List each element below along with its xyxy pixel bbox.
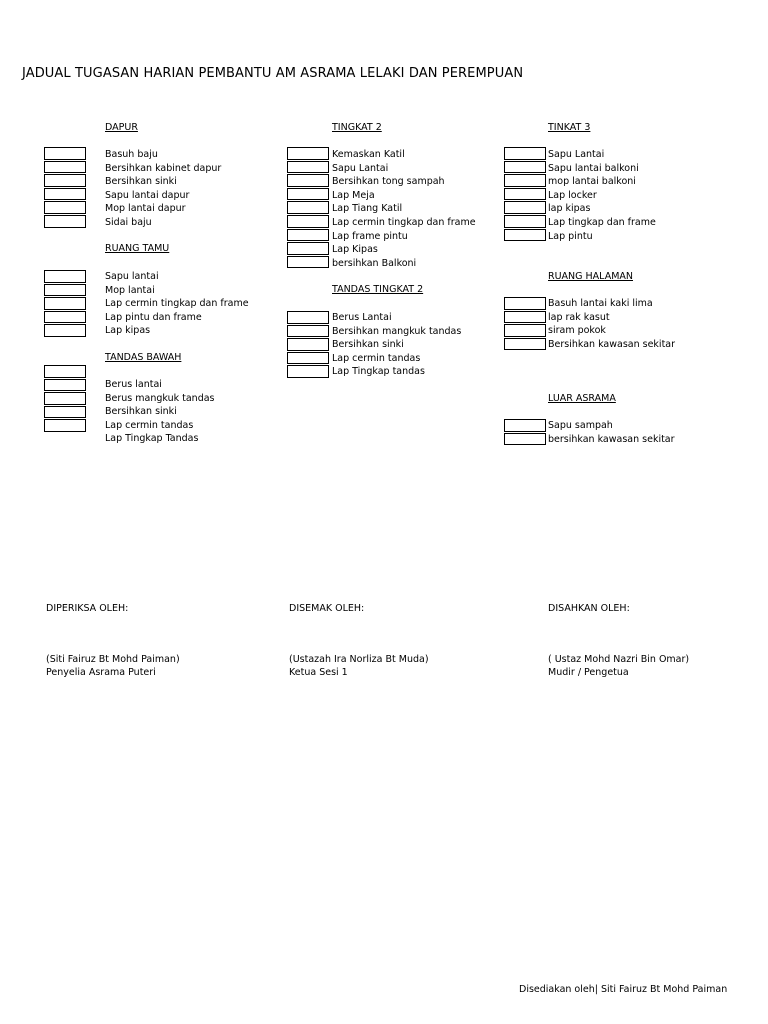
task-checkbox[interactable] [287, 147, 329, 160]
task-item: Bersihkan tong sampah [332, 176, 445, 188]
task-checkbox[interactable] [504, 433, 546, 446]
task-item: Lap cermin tingkap dan frame [332, 217, 476, 228]
task-item: Sidai baju [105, 217, 152, 228]
task-checkbox[interactable] [287, 215, 329, 228]
task-item: Bersihkan sinki [105, 176, 177, 188]
task-item: Sapu lantai [105, 271, 159, 282]
task-checkbox[interactable] [44, 215, 86, 228]
task-checkbox[interactable] [504, 324, 546, 337]
signature-label-approved: DISAHKAN OLEH: [548, 603, 630, 614]
task-checkbox[interactable] [287, 161, 329, 174]
task-checkbox[interactable] [287, 201, 329, 214]
tandas-tingkat-2-header: TANDAS TINGKAT 2 [332, 284, 424, 295]
task-item: lap rak kasut [548, 311, 610, 323]
task-item: Bersihkan kabinet dapur [105, 162, 222, 174]
task-item: Sapu sampah [548, 420, 613, 431]
task-item: Lap pintu dan frame [105, 311, 202, 323]
task-checkbox[interactable] [287, 188, 329, 201]
tingkat-2-header: TINGKAT 2 [332, 122, 382, 133]
task-item: lap kipas [548, 203, 591, 215]
task-item: bersihkan Balkoni [332, 257, 417, 269]
task-checkbox[interactable] [44, 270, 86, 283]
task-checkbox[interactable] [287, 338, 329, 351]
task-item: siram pokok [548, 325, 606, 337]
task-item: Lap cermin tingkap dan frame [105, 298, 249, 310]
signature-role-reviewed: Ketua Sesi 1 [289, 667, 348, 678]
task-checkbox[interactable] [504, 174, 546, 187]
task-checkbox[interactable] [44, 419, 86, 432]
task-checkbox[interactable] [287, 352, 329, 365]
page-title: JADUAL TUGASAN HARIAN PEMBANTU AM ASRAMA LELAKI DAN PEREMPUAN [22, 66, 524, 81]
task-item: Lap Tingkap tandas [332, 366, 425, 378]
task-checkbox[interactable] [287, 229, 329, 242]
task-checkbox[interactable] [44, 392, 86, 405]
ruang-halaman-header: RUANG HALAMAN [548, 271, 633, 282]
signature-name-checked: (Siti Fairuz Bt Mohd Paiman) [46, 654, 180, 665]
task-checkbox[interactable] [44, 174, 86, 187]
task-item: Lap kipas [105, 325, 151, 337]
task-item: bersihkan kawasan sekitar [548, 433, 675, 445]
task-checkbox[interactable] [44, 365, 86, 378]
task-item: Lap tingkap dan frame [548, 217, 656, 228]
task-checkbox[interactable] [44, 324, 86, 337]
signature-name-approved: ( Ustaz Mohd Nazri Bin Omar) [548, 654, 690, 665]
task-item: Berus lantai [105, 379, 162, 390]
task-item: Lap Tiang Katil [332, 203, 403, 215]
task-item: Bersihkan sinki [105, 406, 177, 418]
task-item: Basuh baju [105, 149, 158, 160]
dapur-header: DAPUR [105, 122, 138, 133]
task-item: Lap locker [548, 189, 597, 201]
task-checkbox[interactable] [504, 161, 546, 174]
signature-role-checked: Penyelia Asrama Puteri [46, 667, 156, 678]
task-item: Lap Kipas [332, 244, 378, 256]
task-item: Sapu Lantai [332, 162, 389, 174]
task-checkbox[interactable] [504, 201, 546, 214]
task-checkbox[interactable] [44, 284, 86, 297]
task-item: Bersihkan mangkuk tandas [332, 325, 462, 337]
task-item: Berus mangkuk tandas [105, 392, 215, 404]
task-checkbox[interactable] [504, 147, 546, 160]
signature-role-approved: Mudir / Pengetua [548, 667, 629, 678]
task-item: Sapu lantai balkoni [548, 162, 639, 174]
tinkat-3-header: TINKAT 3 [548, 122, 591, 133]
task-checkbox[interactable] [44, 201, 86, 214]
task-checkbox[interactable] [504, 338, 546, 351]
task-checkbox[interactable] [44, 379, 86, 392]
task-item: Sapu Lantai [548, 149, 605, 160]
task-checkbox[interactable] [44, 297, 86, 310]
task-item: Lap frame pintu [332, 230, 408, 242]
task-checkbox[interactable] [504, 215, 546, 228]
task-item: Basuh lantai kaki lima [548, 298, 653, 309]
task-checkbox[interactable] [504, 419, 546, 432]
task-checkbox[interactable] [504, 188, 546, 201]
task-item: Sapu lantai dapur [105, 189, 190, 201]
task-item: Lap cermin tandas [105, 419, 194, 431]
task-item: Kemaskan Katil [332, 149, 405, 160]
task-item: Mop lantai [105, 284, 155, 296]
task-item: Mop lantai dapur [105, 203, 186, 215]
task-item: Lap Tingkap Tandas [105, 433, 199, 445]
signature-label-checked: DIPERIKSA OLEH: [46, 603, 129, 614]
ruang-tamu-header: RUANG TAMU [105, 243, 170, 254]
task-checkbox[interactable] [44, 147, 86, 160]
tandas-bawah-header: TANDAS BAWAH [105, 352, 182, 363]
task-item: mop lantai balkoni [548, 176, 636, 188]
task-item: Bersihkan kawasan sekitar [548, 338, 676, 350]
task-item: Bersihkan sinki [332, 339, 404, 351]
task-checkbox[interactable] [44, 188, 86, 201]
task-item: Lap Meja [332, 189, 375, 201]
signature-name-reviewed: (Ustazah Ira Norliza Bt Muda) [289, 654, 429, 665]
task-checkbox[interactable] [44, 311, 86, 324]
task-checkbox[interactable] [504, 297, 546, 310]
task-checkbox[interactable] [287, 174, 329, 187]
task-item: Lap cermin tandas [332, 352, 421, 364]
task-item: Lap pintu [548, 230, 593, 242]
task-checkbox[interactable] [287, 365, 329, 378]
task-checkbox[interactable] [287, 325, 329, 338]
task-checkbox[interactable] [504, 311, 546, 324]
task-checkbox[interactable] [44, 406, 86, 419]
task-checkbox[interactable] [287, 242, 329, 255]
task-checkbox[interactable] [287, 256, 329, 269]
task-checkbox[interactable] [44, 161, 86, 174]
luar-asrama-header: LUAR ASRAMA [548, 393, 616, 404]
prepared-by-footer: Disediakan oleh| Siti Fairuz Bt Mohd Paiman [519, 984, 728, 995]
task-checkbox[interactable] [504, 229, 546, 242]
task-checkbox[interactable] [287, 311, 329, 324]
task-item: Berus Lantai [332, 312, 392, 323]
signature-label-reviewed: DISEMAK OLEH: [289, 603, 365, 614]
